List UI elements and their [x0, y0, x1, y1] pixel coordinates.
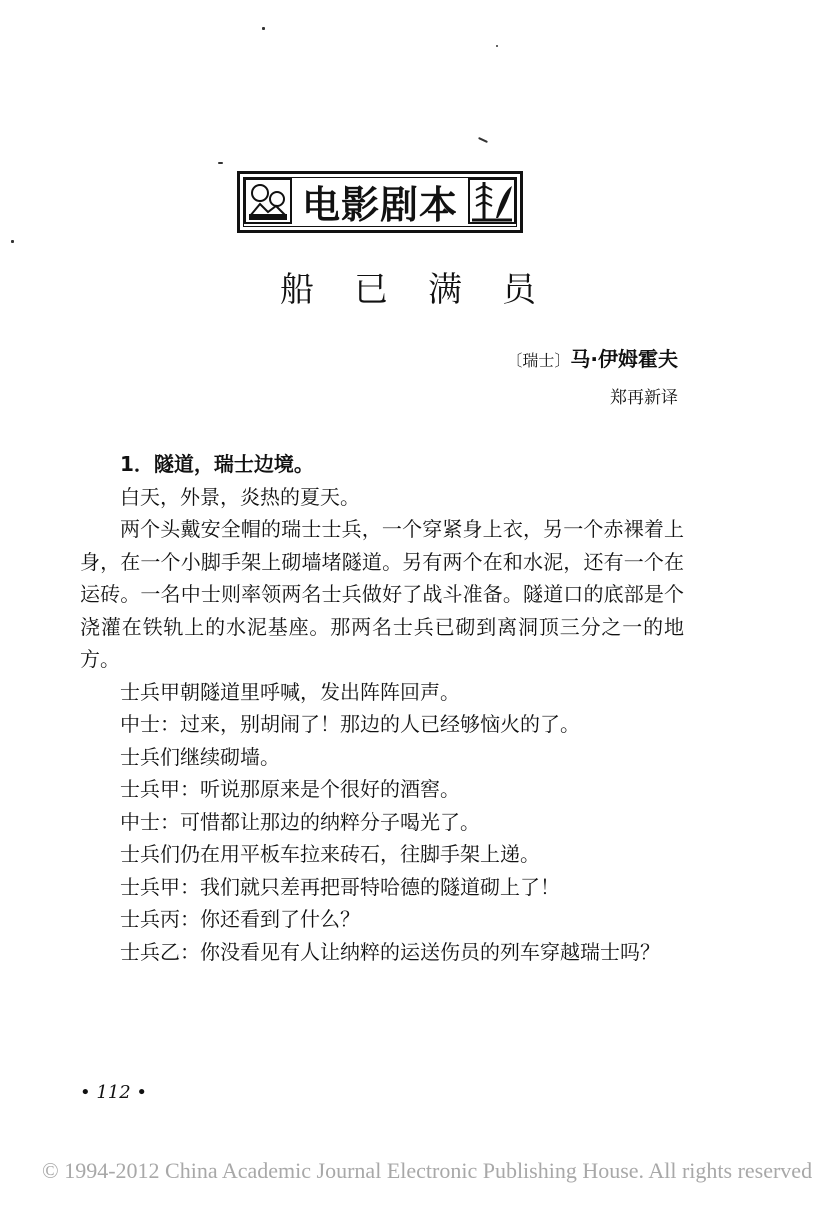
stage-direction: 士兵甲朝隧道里呼喊，发出阵阵回声。	[120, 679, 460, 704]
scene-heading: 1．隧道，瑞士边境。	[120, 452, 314, 476]
dialogue-line: 中士：可惜都让那边的纳粹分子喝光了。	[120, 809, 480, 834]
title-char: 员	[502, 270, 536, 310]
script-title	[0, 262, 816, 311]
print-speck	[496, 45, 498, 47]
print-speck	[262, 27, 265, 30]
author-country: 〔瑞士〕	[506, 351, 571, 370]
script-body	[80, 448, 684, 968]
author-line	[506, 343, 678, 372]
copyright-watermark: © 1994-2012 China Academic Journal Electronic Publishing House. All rights reserved	[42, 1158, 813, 1183]
dialogue-line: 士兵丙：你还看到了什么？	[120, 907, 360, 931]
section-banner	[237, 171, 523, 233]
stage-direction: 士兵们仍在用平板车拉来砖石，往脚手架上递。	[120, 842, 540, 866]
stage-direction: 士兵们继续砌墙。	[120, 744, 280, 769]
print-speck	[478, 137, 488, 143]
print-speck	[11, 240, 14, 243]
title-char: 已	[354, 270, 388, 310]
translator-credit: 郑再新译	[610, 388, 678, 408]
plant-ornament-icon	[468, 178, 516, 224]
author-name: 马·伊姆霍夫	[570, 347, 678, 371]
dialogue-line: 士兵甲：我们就只差再把哥特哈德的隧道砌上了！	[120, 874, 560, 899]
film-reel-ornament-icon	[244, 178, 292, 224]
title-char: 满	[428, 270, 462, 310]
dialogue-line: 中士：过来，别胡闹了！那边的人已经够恼火的了。	[120, 712, 580, 736]
dialogue-line: 士兵甲：听说那原来是个很好的酒窖。	[120, 777, 460, 801]
print-speck	[218, 162, 223, 164]
stage-direction: 两个头戴安全帽的瑞士士兵，一个穿紧身上衣，另一个赤裸着上身，在一个小脚手架上砌墙堵隧道。另有两个在和水泥，还有一个在运砖。一名中士则率领两名士兵做好了战斗准备。隧道口的底部是个浇灌在铁轨上的水泥基座。那两名士兵已砌到离洞顶三分之一的地方。	[80, 517, 684, 671]
page-number: • 112 •	[80, 1082, 148, 1103]
stage-direction: 白天，外景，炎热的夏天。	[120, 484, 360, 509]
dialogue-line: 士兵乙：你没看见有人让纳粹的运送伤员的列车穿越瑞士吗？	[120, 939, 660, 964]
banner-label: 电影剧本	[301, 182, 458, 227]
title-char: 船	[280, 270, 314, 310]
